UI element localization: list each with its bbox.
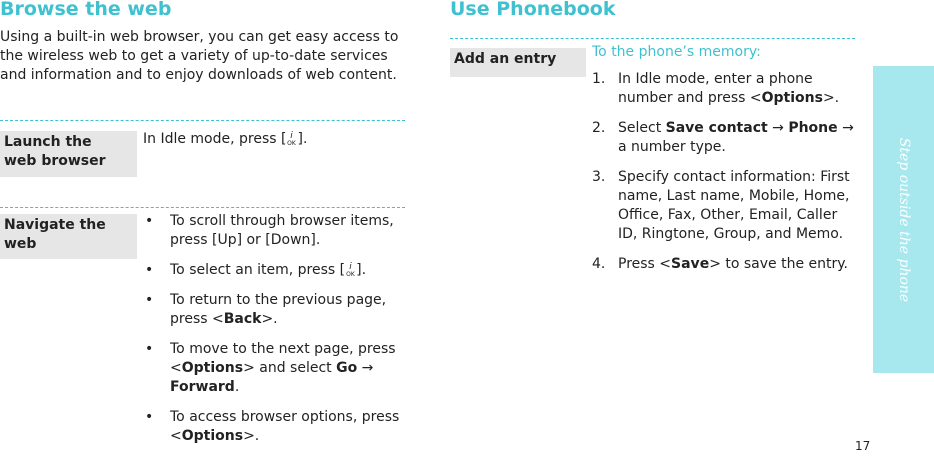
- step-item: [592, 119, 857, 157]
- item-key: Options: [181, 428, 244, 444]
- item-text: To select an item, press [: [170, 262, 346, 278]
- step-text: Press <: [618, 256, 672, 272]
- add-entry-label: Add an entry: [450, 48, 586, 77]
- launch-text-before: In Idle mode, press [: [143, 131, 287, 147]
- navigate-label-line1: Navigate the: [4, 217, 106, 233]
- navigate-label-line2: web: [4, 236, 37, 252]
- bullet-glyph: •: [145, 341, 154, 357]
- item-text: To move to the next page, press <: [170, 341, 396, 376]
- step-text: In Idle mode, enter a phone number and press <: [618, 71, 813, 106]
- step-key: Phone: [788, 120, 838, 136]
- navigate-web-label: [0, 214, 137, 259]
- bullet-glyph: •: [145, 409, 154, 425]
- launch-label-line1: Launch the: [4, 134, 92, 150]
- step-number: 1.: [592, 71, 606, 87]
- svg-text:i: i: [349, 262, 352, 272]
- item-key: Options: [181, 360, 244, 376]
- item-text: .: [234, 379, 240, 395]
- item-text: > and select: [243, 360, 337, 376]
- step-key: Save contact: [665, 120, 768, 136]
- chapter-tab-text: Step outside the phone: [895, 137, 912, 302]
- item-key: Go: [336, 360, 358, 376]
- launch-text-after: ].: [297, 131, 308, 147]
- step-number: 3.: [592, 169, 606, 185]
- list-item: [143, 408, 408, 446]
- add-entry-steps: [592, 70, 857, 285]
- phone-memory-subheading: To the phone’s memory:: [592, 44, 761, 60]
- step-key: Options: [761, 90, 823, 106]
- arrow: →: [767, 120, 789, 136]
- arrow: →: [357, 360, 374, 376]
- item-key: Forward: [170, 379, 235, 395]
- item-text: ].: [356, 262, 367, 278]
- step-number: 4.: [592, 256, 606, 272]
- svg-text:OK: OK: [346, 271, 355, 277]
- step-text: >.: [822, 90, 840, 106]
- step-key: Save: [671, 256, 710, 272]
- step-text: → a number type.: [618, 120, 854, 155]
- step-text: Select: [618, 120, 666, 136]
- bullet-glyph: •: [145, 262, 154, 278]
- item-text: To return to the previous page, press <: [170, 292, 387, 327]
- launch-browser-label: [0, 131, 137, 177]
- chapter-tab: [873, 66, 934, 373]
- list-item: [143, 212, 408, 250]
- item-text: >.: [243, 428, 260, 444]
- browse-web-intro: Using a built-in web browser, you can get easy access to the wireless web to get a variety of up-to-date services and information and to enjoy downloads of web content.: [0, 29, 399, 83]
- list-item: [143, 261, 408, 280]
- navigate-web-list: [143, 212, 408, 457]
- step-item: [592, 70, 857, 108]
- step-item: [592, 168, 857, 244]
- step-item: [592, 255, 857, 274]
- list-item: [143, 291, 408, 329]
- bullet-glyph: •: [145, 213, 154, 229]
- section-divider: [0, 207, 405, 208]
- step-number: 2.: [592, 120, 606, 136]
- ok-key-icon: [286, 130, 297, 146]
- browse-web-heading: Browse the web: [0, 0, 172, 20]
- section-divider: [450, 38, 855, 39]
- page-number: 17: [855, 439, 871, 453]
- item-text: To access browser options, press <: [170, 409, 400, 444]
- item-key: Back: [223, 311, 262, 327]
- svg-text:i: i: [290, 131, 294, 141]
- item-text: >.: [261, 311, 278, 327]
- ok-key-icon: [345, 261, 356, 277]
- phonebook-heading: Use Phonebook: [450, 0, 616, 20]
- section-divider: [0, 120, 405, 121]
- item-text: To scroll through browser items, press [Up] or [Down].: [170, 213, 394, 248]
- launch-label-line2: web browser: [4, 153, 106, 169]
- step-text: Specify contact information: First name, Last name, Mobile, Home, Office, Fax, Other, Email, Caller ID, Ringtone, Group, and Memo.: [618, 169, 850, 242]
- list-item: [143, 340, 408, 397]
- svg-text:OK: OK: [287, 140, 297, 146]
- launch-browser-text: [143, 130, 307, 149]
- bullet-glyph: •: [145, 292, 154, 308]
- step-text: > to save the entry.: [709, 256, 848, 272]
